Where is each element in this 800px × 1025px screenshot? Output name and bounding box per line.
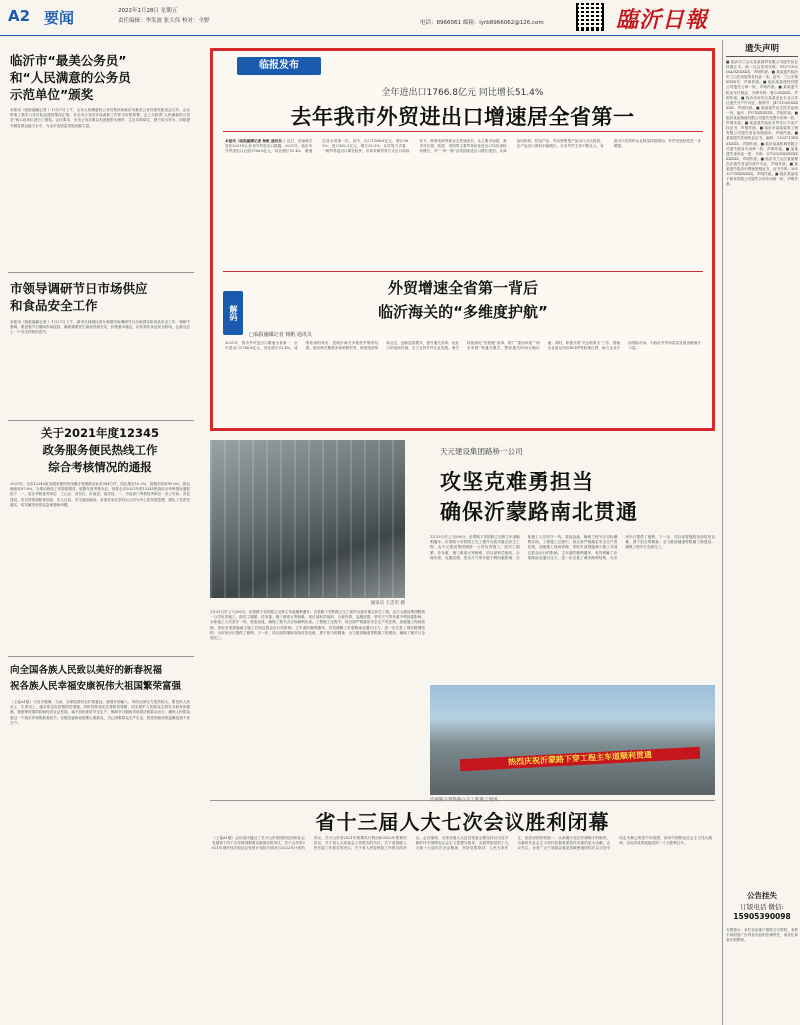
left-column [0, 40, 200, 1025]
page-number: A2 [8, 7, 31, 25]
photo-caption: 沂蒙路下穿铁路立交工程施工现场。 [430, 798, 502, 803]
issue-date: 2022年1月28日 星期五 [118, 8, 178, 14]
feature-badge: 临报发布 [237, 57, 321, 75]
sub-body: 2021年，我市外贸进出口增速全省第一，全年进出口1766.8亿元，同比增长51.4%。成绩取得的背后，是临沂海关多维度护航的结果。临沂海关聚焦市场采购贸易、跨境电商等新业态，创新监管模式，提升通关效率，优化口岸营商环境，全力支持外贸企业发展。海关持续深化“放管服”改革，推广“提前申报”“两步申报”等通关模式，整体通关时间大幅压缩。同时，积极开展“关企联系点”工作，帮助企业用足用好RCEP等政策红利，助力企业开拓国际市场，为临沂外贸高质量发展贡献海关力量。 [225, 341, 701, 351]
tunnel-opening-photo [430, 685, 715, 795]
story-headline-line: 向全国各族人民致以美好的新春祝福 [10, 665, 163, 676]
analysis-tag: 解码 [223, 291, 243, 335]
construction-photo [210, 440, 405, 598]
lost-notice-title: 遗失声明 [726, 42, 798, 57]
feature-body-text: 近日，济南海关发布2021年山东省外贸进出口数据。2021年，临沂市外贸进出口总值1766.8亿元，同比增长51.4%，增速位居全省第一位。其中，出口1384.6亿元，增长56.5%；进口382.2亿元，增长35.3%。从贸易方式看，一般贸易进出口增长较快，市场采购贸易方式出口持续发力，跨境电商等新业态快速成长。从主要市场看，我市对东盟、欧盟、美国等主要贸易伙伴进出口均实现较快增长，对“一带一路”沿线国家进出口增长强劲。从商品结构看，机电产品、劳动密集型产品出口占比较高，农产品出口保持平稳增长。全市外贸主体不断壮大，有进出口实绩的企业数量持续增加，外贸发展韧性进一步增强。 [225, 139, 701, 154]
story-headline-line: 临沂市“最美公务员” [10, 53, 127, 68]
editors-line: 责任编辑：李发波 张大伟 校对：全野 [118, 18, 210, 24]
ads-phone: 15905390098 [733, 912, 791, 921]
feature-byline: 本报讯（临报融媒记者 杨帆 通讯员 ） [225, 139, 287, 143]
celebration-banner: 热烈庆祝沂蒙路下穿工程主车道顺利贯通 [460, 747, 700, 772]
lost-notices-list: ■ 临沂市兰山区某某商贸有限公司遗失营业执照正本，统一社会信用代码：91371302MA3XXXXXX，声明作废。■ 某某遗失临沂市兰山区房屋所有权证一本，证号：兰山字第XXXX号，声明作废。■ 临沂某某建材有限公司遗失公章一枚，声明作废。■ 某某遗失机动车行驶证，号牌号码：鲁Q·XXXXX，声明作废。■ 临沂市河东区某某农业专业合作社遗失开户许可证，核准号：J4731000XXXXXX，声明作废。■ 某某遗失出生医学证明一份，编号：P37XXXXXXX，声明作废。■ 临沂某某物流有限公司遗失发票专用章一枚，声明作废。■ 某某遗失临沂市罗庄区不动产权证书，声明作废。■ 临沂市某某装饰工程有限公司遗失营业执照副本，声明作废。■ 某某遗失医师执业证书，编码：1103713XXXXXXX，声明作废。■ 临沂某某机械有限公司遗失财务专用章一枚，声明作废。■ 某某遗失身份证一张，号码：371302XXXXXXXXXXXX，声明作废。■ 临沂市兰山区某某餐饮店遗失食品经营许可证，声明作废。■ 某某遗失临沂市教师资格证书，证书号码：2013371XXXXXXX，声明作废。■ 临沂某某电子商务有限公司遗失合同专用章一枚，声明作废。 [726, 60, 798, 187]
ads-title: 公告挂失 [747, 891, 777, 900]
hotline-report [10, 425, 190, 650]
feature-body [225, 139, 701, 267]
report-body: 2021年，全市12345政务服务便民热线累计受理群众诉求384万件，同比增长10.2%，按期办结率99.8%，群众满意率97.6%。为推动热线工作提质增效，根据年度考核办法，现将全市2021年度12345热线综合考核情况通报如下：一、县区考核优秀单位：兰山区、河东区、沂南县、临沭县。二、市直部门考核优秀单位：市公安局、市住建局、市自然资源和规划局、市人社局、市交通运输局。希望各单位坚持以人民为中心的发展思想，强化工作责任落实，切实解决好群众急难愁盼问题。 [10, 482, 190, 507]
story-headline-line: 示范单位”颁奖 [10, 87, 94, 102]
newspaper-logo: 臨沂日報 [616, 7, 709, 33]
report-title-line: 关于2021年度12345 [40, 426, 159, 440]
story-headline-line: 和食品安全工作 [10, 298, 98, 313]
photo-credit: 通讯员 王忠军 摄 [370, 601, 405, 606]
sub-byline: □临报融媒记者 杨帆 通讯员 [249, 332, 312, 338]
qr-code-icon [576, 3, 604, 31]
divider [8, 272, 194, 273]
congress-headline: 省十三届人大七次会议胜利闭幕 [315, 810, 610, 834]
infra-headline-line: 攻坚克难勇担当 [440, 470, 594, 494]
contact-line: 电话：8966061 邮箱：lyrb8966062@126.com [420, 20, 544, 26]
divider [223, 271, 703, 272]
story-body: （上接A1版）习近平强调，当前，全球疫情仍在扩散蔓延，我国外防输入、内防反弹压力依然较大。要坚持人民至上、生命至上，落实常态化疫情防控措施，因时因势优化完善防控策略，切实维护人民群众生命安全和身体健康。要统筹疫情防控和经济社会发展，毫不放松抓好安全生产，保障节日期间市场供应和群众出行，确保人民群众度过一个欢乐祥和的新春佳节。各级党委和政府要心系群众，关心困难群众生产生活，把党和政府的温暖送到千家万户。 [10, 700, 190, 725]
ads-subtitle: 订版电话 微信: [740, 903, 784, 911]
feature-box [210, 48, 715, 431]
divider [223, 131, 703, 132]
congress-body: （上接A1版）会议表决通过了关于山东省国民经济和社会发展第十四个五年规划纲要实施情况的决议，关于山东省2021年国民经济和社会发展计划执行情况与2022年计划的决议，关于山东省2021年预算执行情况和2022年预算的决议，关于省人大常委会工作报告的决议，关于省高级人民法院工作报告的决议，关于省人民检察院工作报告的决议。会议强调，全省各级人大及其常委会要坚持以习近平新时代中国特色社会主义思想为指导，全面贯彻党的十九大和十九届历次全会精神，坚持党的领导、人民当家作主、依法治国有机统一，认真履行宪法法律赋予的职责，为新时代社会主义现代化强省建设作出新的更大贡献。会议号召，全省广大干部群众要更加紧密地团结在以习近平同志为核心的党中央周围，高举中国特色社会主义伟大旗帜，以优异成绩迎接党的二十大胜利召开。 [212, 836, 712, 851]
company-name: 天元建设集团路桥一公司 [440, 447, 523, 456]
infra-body: 1月25日早上7点06分，沂蒙路下穿铁路立交桥主车道顺利通车。沂蒙路下穿铁路立交工程作为我市重点民生工程，由天元建设集团路桥一公司负责施工。面对工期紧、任务重、施工难度大等困难，项目部科学组织、合理安排，克服疫情、恶劣天气等多重不利因素影响，全体施工人员坚守一线，昼夜奋战，确保工程节点目标顺利实现。工程施工过程中，项目部严格落实安全生产责任制，加强施工现场管理，采取多项措施减少施工对周边群众出行的影响。主车道的顺利通车，有效缓解了沂蒙路南北通行压力，进一步完善了城市路网结构，为市民出行提供了便利。下一步，项目部将继续发扬攻坚克难、勇于担当的精神，全力推进辅道等附属工程建设，确保工程早日全面完工。 [210, 610, 425, 641]
story-headline-line: 和“人民满意的公务员 [10, 70, 131, 85]
ads-note: 友情提示：本栏目由客户提供文字资料，本报不承担因广告内容引起的法律责任，请各位读者仔细辨别。 [726, 928, 798, 943]
report-title-line: 政务服务便民热线工作 [42, 443, 158, 457]
sub-headline-line: 外贸增速全省第一背后 [387, 279, 538, 297]
feature-headline: 去年我市外贸进出口增速居全省第一 [290, 105, 635, 129]
sub-headline-line: 临沂海关的“多维度护航” [378, 303, 548, 321]
story-body: 本报讯（临报融媒记者 ）1月27日上午，副市长到城区部分商超市场调研节日市场供应和食品安全工作。调研中强调，要加强节日期间市场监管，确保重要民生商品货源充足、价格基本稳定，切实筑牢食品安全防线，让群众过上一个安全祥和的春节。 [10, 320, 190, 335]
divider [8, 656, 194, 657]
section-name: 要闻 [44, 9, 75, 27]
notices-column [722, 40, 800, 1025]
story-headline-line: 市领导调研节日市场供应 [10, 281, 148, 296]
story-headline-line: 祝各族人民幸福安康祝伟大祖国繁荣富强 [10, 681, 182, 692]
divider [8, 420, 194, 421]
divider [210, 800, 715, 801]
masthead [0, 0, 800, 36]
infra-body-continued: 1月25日早上7点06分，沂蒙路下穿铁路立交桥主车道顺利通车。沂蒙路下穿铁路立交工程作为我市重点民生工程，由天元建设集团路桥一公司负责施工。面对工期紧、任务重、施工难度大等困难，项目部科学组织、合理安排，克服疫情、恶劣天气等多重不利因素影响，全体施工人员坚守一线，昼夜奋战，确保工程节点目标顺利实现。工程施工过程中，项目部严格落实安全生产责任制，加强施工现场管理，采取多项措施减少施工对周边群众出行的影响。主车道的顺利通车，有效缓解了沂蒙路南北通行压力，进一步完善了城市路网结构，为市民出行提供了便利。下一步，项目部将继续发扬攻坚克难、勇于担当的精神，全力推进辅道等附属工程建设，确保工程早日全面完工。 [430, 535, 715, 560]
infra-headline-line: 确保沂蒙路南北贯通 [440, 500, 638, 524]
report-title-line: 综合考核情况的通报 [48, 460, 152, 474]
story-body: 本报讯（临报融媒记者 ）1月27日上午，山东人民满意的公务员集体和临沂市最美公务员颁奖座谈会召开，会议听取了我市公务员队伍建设情况汇报，对全市公务员评选表彰工作作出安排部署，会上为获得“人民满意的公务员”和示范单位进行了颁奖。会议要求，全市公务员要以先进典型为榜样，立足本职岗位，勇于担当作为，持续提升服务群众能力水平，为全市高质量发展贡献力量。 [10, 108, 190, 128]
feature-kicker: 全年进出口1766.8亿元 同比增长51.4% [381, 88, 544, 98]
